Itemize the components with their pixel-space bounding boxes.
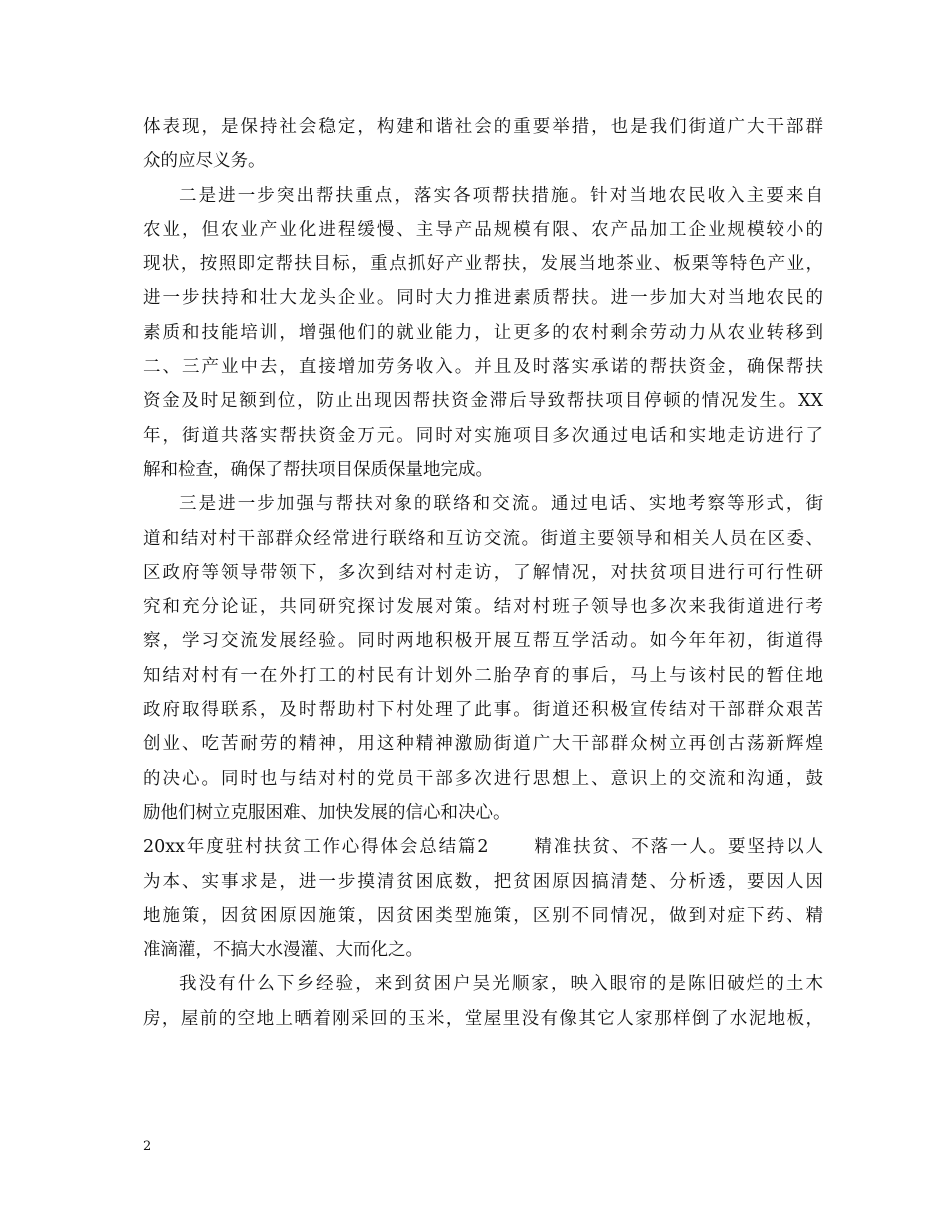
paragraph-start-line: 二是进一步突出帮扶重点，落实各项帮扶措施。针对当地农民收入主要来自 (179, 185, 823, 206)
text-line: 房，屋前的空地上晒着刚采回的玉米，堂屋里没有像其它人家那样倒了水泥地板， (143, 1008, 823, 1029)
text-line: 察，学习交流发展经验。同时两地积极开展互帮互学活动。如今年年初，街道得 (143, 631, 823, 652)
text-line: 年，街道共落实帮扶资金万元。同时对实施项目多次通过电话和实地走访进行了 (143, 425, 823, 446)
page-number: 2 (143, 1139, 152, 1154)
text-line: 道和结对村干部群众经常进行联络和互访交流。街道主要领导和相关人员在区委、 (143, 528, 823, 549)
document-body (143, 110, 823, 1036)
text-line: 创业、吃苦耐劳的精神，用这种精神激励街道广大干部群众树立再创古荡新辉煌 (143, 734, 823, 755)
section-heading-line (143, 830, 823, 864)
text-line: 究和充分论证，共同研究探讨发展对策。结对村班子领导也多次来我街道进行考 (143, 597, 823, 618)
text-line: 地施策，因贫困原因施策，因贫困类型施策，区别不同情况，做到对症下药、精 (143, 905, 823, 926)
text-line: 解和检查，确保了帮扶项目保质保量地完成。 (143, 459, 493, 480)
paragraph-start-line: 我没有什么下乡经验，来到贫困户吴光顺家，映入眼帘的是陈旧破烂的土木 (179, 974, 823, 995)
text-line: 区政府等领导带领下，多次到结对村走访，了解情况，对扶贫项目进行可行性研 (143, 562, 823, 583)
text-line: 现状，按照即定帮扶目标，重点抓好产业帮扶，发展当地茶业、板栗等特色产业， (143, 254, 823, 275)
text-line: 政府取得联系，及时帮助村下村处理了此事。街道还积极宣传结对干部群众艰苦 (143, 700, 823, 721)
text-line: 进一步扶持和壮大龙头企业。同时大力推进素质帮扶。进一步加大对当地农民的 (143, 288, 823, 309)
text-line: 二、三产业中去，直接增加劳务收入。并且及时落实承诺的帮扶资金，确保帮扶 (143, 357, 823, 378)
text-line: 知结对村有一在外打工的村民有计划外二胎孕育的事后，马上与该村民的暂住地 (143, 665, 823, 686)
text-line: 农业，但农业产业化进程缓慢、主导产品规模有限、农产品加工企业规模较小的 (143, 219, 823, 240)
text-line: 众的应尽义务。 (143, 151, 266, 172)
text-line: 为本、实事求是，进一步摸清贫困底数，把贫困原因搞清楚、分析透，要因人因 (143, 871, 823, 892)
text-line: 励他们树立克服困难、加快发展的信心和决心。 (143, 802, 511, 823)
paragraph-start-line: 三是进一步加强与帮扶对象的联络和交流。通过电话、实地考察等形式，街 (179, 494, 823, 515)
text-line: 资金及时足额到位，防止出现因帮扶资金滞后导致帮扶项目停顿的情况发生。XX (143, 391, 823, 412)
text-line: 准滴灌，不搞大水漫灌、大而化之。 (143, 940, 423, 961)
text-line: 素质和技能培训，增强他们的就业能力，让更多的农村剩余劳动力从农业转移到 (143, 322, 823, 343)
section-title: 20xx年度驻村扶贫工作心得体会总结篇2 (143, 837, 489, 858)
section-lead-text: 精准扶贫、不落一人。要坚持以人 (532, 837, 824, 858)
text-line: 的决心。同时也与结对村的党员干部多次进行思想上、意识上的交流和沟通，鼓 (143, 768, 823, 789)
text-line: 体表现，是保持社会稳定，构建和谐社会的重要举措，也是我们街道广大干部群 (143, 117, 823, 137)
